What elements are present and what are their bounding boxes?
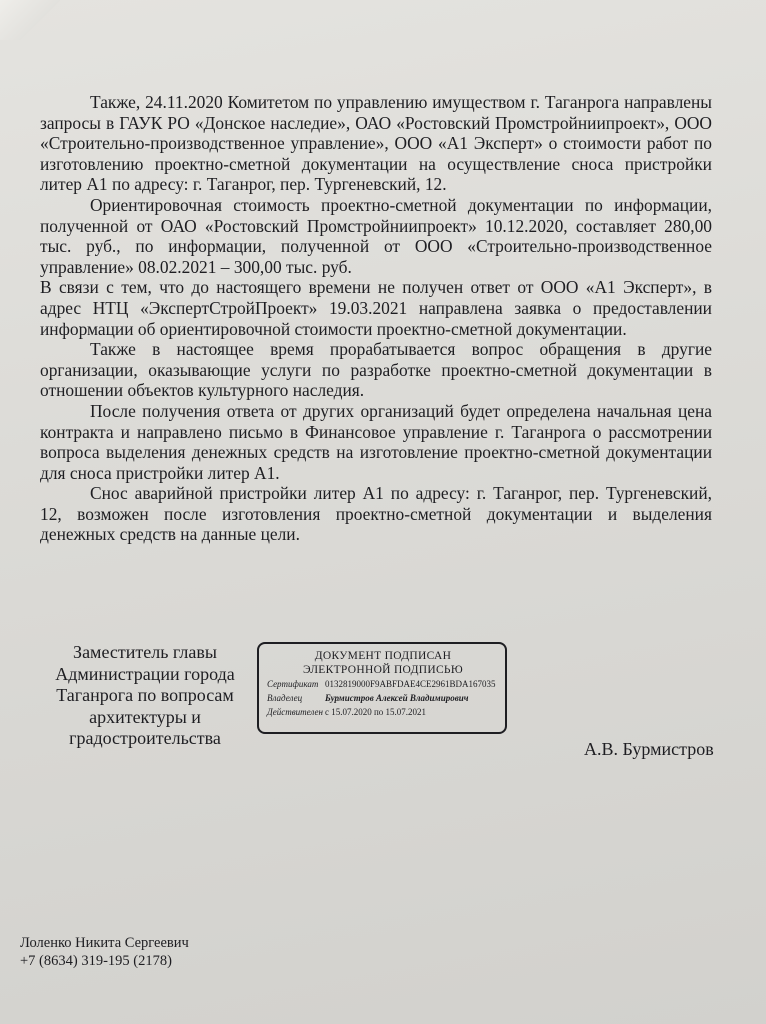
owner-value: Бурмистров Алексей Владимирович [325,693,469,703]
letter-body [40,92,712,545]
stamp-owner-row [267,692,499,705]
certificate-label: Сертификат [267,679,319,689]
validity-value: с 15.07.2020 по 15.07.2021 [325,707,427,717]
validity-label: Действителен [267,707,323,717]
electronic-signature-stamp [257,642,507,734]
paragraph-demolition: Снос аварийной пристройки литер А1 по адресу: г. Таганрог, пер. Тургеневский, 12, возможен после изготовления проектно-сметной документации и выделения денежных средств на данные цели. [40,483,712,545]
stamp-certificate-row [267,678,499,691]
signer-name: А.В. Бурмистров [584,739,714,759]
paragraph-requests: Также, 24.11.2020 Комитетом по управлению имуществом г. Таганрога направлены запросы в ГАУК РО «Донское наследие», ОАО «Ростовский Промстройниипроект», ООО «Строительно-производственное управление», ООО «А1 Эксперт» о стоимости работ по изготовлению проектно-сметной документации на осуществление сноса пристройки литер А1 по адресу: г. Таганрог, пер. Тургеневский, 12. [40,92,712,195]
signatory-position [40,642,250,750]
paragraph-contract-price: После получения ответа от других организаций будет определена начальная цена контракта и направлено письмо в Финансовое управление г. Таганрога о рассмотрении вопроса выделения денежных средств на изготовление проектно-сметной документации для сноса пристройки литер А1. [40,400,712,483]
stamp-title-line: ДОКУМЕНТ ПОДПИСАН [314,650,452,662]
contact-name: Лоленко Никита Сергеевич [20,935,189,951]
position-line: Администрации города [55,663,235,684]
contact-block [20,934,189,970]
certificate-value: 0132819000F9ABFDAE4CE2961BDA167035 [325,679,496,689]
stamp-title-line: ЭЛЕКТРОННОЙ ПОДПИСЬЮ [303,664,463,676]
page-fold [0,0,60,40]
position-line: Заместитель главы [73,642,217,662]
paragraph-no-reply: В связи с тем, что до настоящего времени не получен ответ от ООО «А1 Эксперт», в адрес НТЦ «ЭкспертСтройПроект» 19.03.2021 направлена заявка о предоставлении информации об ориентировочной стоимости проектно-сметной документации. [40,277,712,339]
position-line: архитектуры и [89,706,201,727]
contact-phone: +7 (8634) 319-195 (2178) [20,953,172,969]
stamp-validity-row [267,706,499,719]
position-line: градостроительства [69,728,221,749]
owner-label: Владелец [267,693,303,703]
paragraph-estimate: Ориентировочная стоимость проектно-сметной документации по информации, полученной от ОАО «Ростовский Промстройниипроект» 10.12.2020, составляет 280,00 тыс. руб., по информации, полученной от ООО «Строительно-производственное управление» 08.02.2021 – 300,00 тыс. руб. [40,194,712,277]
paragraph-other-orgs: Также в настоящее время прорабатывается вопрос обращения в другие организации, оказывающие услуги по разработке проектно-сметной документации в отношении объектов культурного наследия. [40,339,712,401]
position-line: Таганрога по вопросам [56,685,234,706]
